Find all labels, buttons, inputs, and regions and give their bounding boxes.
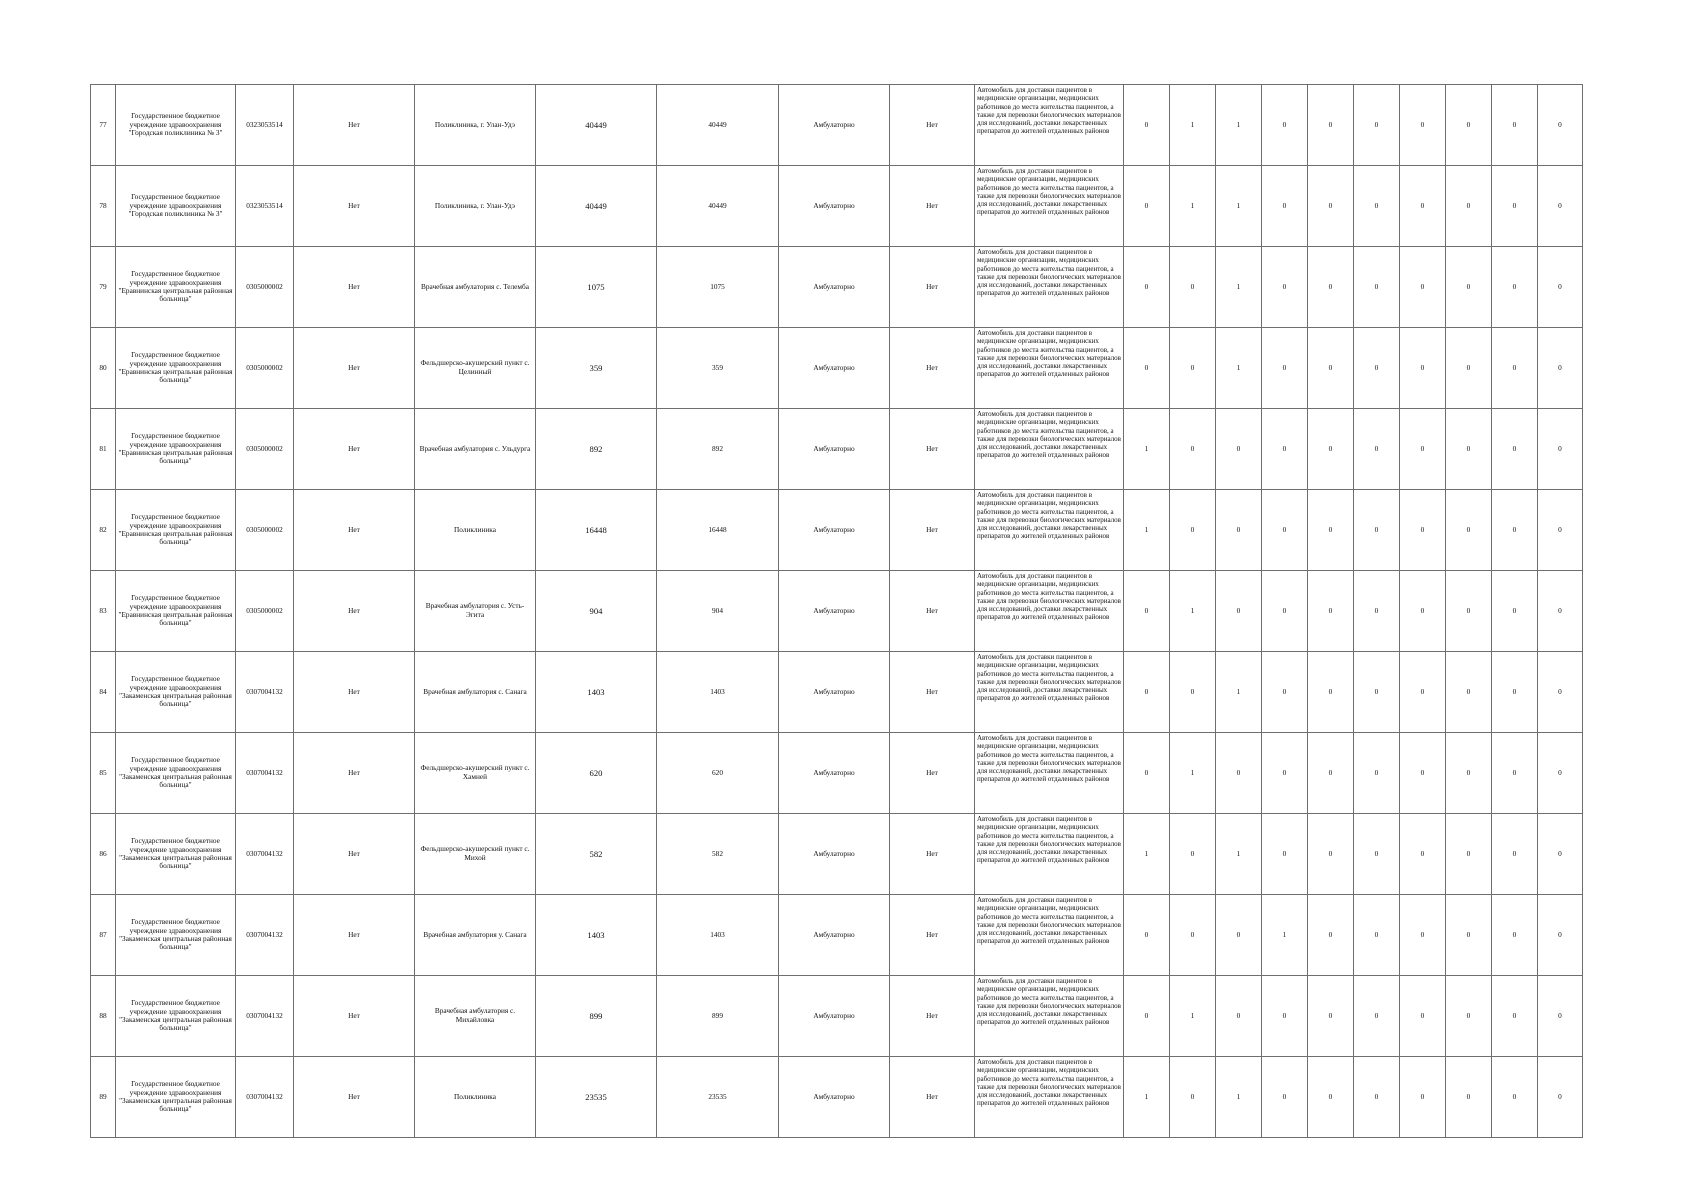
table-row [91, 733, 1583, 814]
count-cell: 0 [1538, 733, 1583, 814]
row-number-cell: 80 [91, 328, 116, 409]
row-number-cell: 89 [91, 1057, 116, 1138]
count-cell: 0 [1308, 976, 1354, 1057]
row-number-cell: 84 [91, 652, 116, 733]
unit-name-cell: Фельдшерско-акушерский пункт с. Целинный [415, 328, 536, 409]
count-cell: 0 [1492, 814, 1538, 895]
count-cell: 0 [1216, 571, 1262, 652]
count-cell: 0 [1400, 976, 1446, 1057]
count-cell: 0 [1492, 733, 1538, 814]
organization-name-cell: Государственное бюджетное учреждение здравоохранения "Еравнинская центральная районная больница" [116, 571, 236, 652]
organization-name-cell: Государственное бюджетное учреждение здравоохранения "Городская поликлиника № 3" [116, 166, 236, 247]
count-cell: 0 [1262, 733, 1308, 814]
organization-name-cell: Государственное бюджетное учреждение здравоохранения "Закаменская центральная районная больница" [116, 733, 236, 814]
count-cell: 0 [1262, 328, 1308, 409]
care-type-cell: Амбулаторно [779, 571, 890, 652]
population-cell: 582 [657, 814, 779, 895]
flag-cell: Нет [294, 652, 415, 733]
count-cell: 0 [1538, 895, 1583, 976]
inn-cell: 0305000002 [236, 571, 294, 652]
count-cell: 0 [1354, 1057, 1400, 1138]
unit-name-cell: Врачебная амбулатория с. Телемба [415, 247, 536, 328]
count-cell: 0 [1308, 814, 1354, 895]
count-cell: 1 [1262, 895, 1308, 976]
count-cell: 1 [1170, 571, 1216, 652]
count-cell: 0 [1538, 1057, 1583, 1138]
row-number-cell: 82 [91, 490, 116, 571]
table-row [91, 409, 1583, 490]
row-number-cell: 85 [91, 733, 116, 814]
inn-cell: 0307004132 [236, 652, 294, 733]
count-cell: 1 [1216, 814, 1262, 895]
row-number-cell: 78 [91, 166, 116, 247]
count-cell: 0 [1354, 409, 1400, 490]
table-row [91, 571, 1583, 652]
count-cell: 0 [1492, 652, 1538, 733]
flag-cell: Нет [294, 571, 415, 652]
count-cell: 0 [1492, 571, 1538, 652]
count-cell: 0 [1262, 166, 1308, 247]
table-row [91, 85, 1583, 166]
row-number-cell: 83 [91, 571, 116, 652]
count-cell: 0 [1124, 733, 1170, 814]
care-type-cell: Амбулаторно [779, 895, 890, 976]
count-cell: 0 [1308, 166, 1354, 247]
population-cell: 892 [536, 409, 657, 490]
count-cell: 1 [1216, 247, 1262, 328]
count-cell: 0 [1170, 895, 1216, 976]
count-cell: 0 [1354, 166, 1400, 247]
flag-cell: Нет [890, 652, 975, 733]
organization-name-cell: Государственное бюджетное учреждение здравоохранения "Городская поликлиника № 3" [116, 85, 236, 166]
count-cell: 0 [1446, 1057, 1492, 1138]
row-number-cell: 88 [91, 976, 116, 1057]
count-cell: 0 [1262, 490, 1308, 571]
flag-cell: Нет [890, 976, 975, 1057]
count-cell: 0 [1308, 490, 1354, 571]
count-cell: 0 [1216, 895, 1262, 976]
table-row [91, 976, 1583, 1057]
population-cell: 899 [536, 976, 657, 1057]
vehicle-purpose-cell: Автомобиль для доставки пациентов в медицинские организации, медицинских работников до места жительства пациентов, а также для перевозки биологических материалов для исследований, доставки лекарственных препаратов до жителей отдаленных районов [975, 85, 1124, 166]
count-cell: 0 [1308, 895, 1354, 976]
count-cell: 1 [1216, 652, 1262, 733]
count-cell: 0 [1446, 409, 1492, 490]
population-cell: 1403 [536, 895, 657, 976]
vehicle-purpose-cell: Автомобиль для доставки пациентов в медицинские организации, медицинских работников до места жительства пациентов, а также для перевозки биологических материалов для исследований, доставки лекарственных препаратов до жителей отдаленных районов [975, 328, 1124, 409]
vehicle-purpose-cell: Автомобиль для доставки пациентов в медицинские организации, медицинских работников до места жительства пациентов, а также для перевозки биологических материалов для исследований, доставки лекарственных препаратов до жителей отдаленных районов [975, 247, 1124, 328]
population-cell: 904 [536, 571, 657, 652]
inn-cell: 0307004132 [236, 814, 294, 895]
count-cell: 0 [1446, 490, 1492, 571]
count-cell: 1 [1170, 166, 1216, 247]
count-cell: 0 [1124, 328, 1170, 409]
flag-cell: Нет [890, 247, 975, 328]
count-cell: 0 [1492, 247, 1538, 328]
inn-cell: 0323053514 [236, 166, 294, 247]
count-cell: 0 [1446, 247, 1492, 328]
care-type-cell: Амбулаторно [779, 976, 890, 1057]
count-cell: 0 [1170, 652, 1216, 733]
flag-cell: Нет [890, 895, 975, 976]
flag-cell: Нет [890, 1057, 975, 1138]
count-cell: 0 [1308, 733, 1354, 814]
inn-cell: 0307004132 [236, 1057, 294, 1138]
row-number-cell: 77 [91, 85, 116, 166]
flag-cell: Нет [294, 976, 415, 1057]
unit-name-cell: Фельдшерско-акушерский пункт с. Хамней [415, 733, 536, 814]
unit-name-cell: Врачебная амбулатория с. Михайловка [415, 976, 536, 1057]
count-cell: 1 [1124, 1057, 1170, 1138]
count-cell: 0 [1262, 652, 1308, 733]
count-cell: 0 [1170, 328, 1216, 409]
count-cell: 0 [1538, 490, 1583, 571]
count-cell: 0 [1262, 409, 1308, 490]
count-cell: 0 [1308, 328, 1354, 409]
count-cell: 0 [1124, 895, 1170, 976]
count-cell: 0 [1124, 166, 1170, 247]
count-cell: 0 [1400, 409, 1446, 490]
count-cell: 0 [1308, 571, 1354, 652]
count-cell: 0 [1538, 814, 1583, 895]
count-cell: 0 [1538, 328, 1583, 409]
row-number-cell: 87 [91, 895, 116, 976]
count-cell: 0 [1446, 976, 1492, 1057]
count-cell: 0 [1492, 409, 1538, 490]
count-cell: 1 [1216, 328, 1262, 409]
count-cell: 0 [1170, 1057, 1216, 1138]
vehicle-purpose-cell: Автомобиль для доставки пациентов в медицинские организации, медицинских работников до места жительства пациентов, а также для перевозки биологических материалов для исследований, доставки лекарственных препаратов до жителей отдаленных районов [975, 733, 1124, 814]
count-cell: 1 [1124, 409, 1170, 490]
vehicle-purpose-cell: Автомобиль для доставки пациентов в медицинские организации, медицинских работников до места жительства пациентов, а также для перевозки биологических материалов для исследований, доставки лекарственных препаратов до жителей отдаленных районов [975, 571, 1124, 652]
organization-name-cell: Государственное бюджетное учреждение здравоохранения "Закаменская центральная районная больница" [116, 652, 236, 733]
table-row [91, 490, 1583, 571]
flag-cell: Нет [890, 328, 975, 409]
count-cell: 0 [1446, 85, 1492, 166]
population-cell: 1075 [657, 247, 779, 328]
inn-cell: 0307004132 [236, 733, 294, 814]
count-cell: 0 [1308, 247, 1354, 328]
inn-cell: 0305000002 [236, 409, 294, 490]
population-cell: 359 [536, 328, 657, 409]
flag-cell: Нет [890, 733, 975, 814]
inn-cell: 0305000002 [236, 247, 294, 328]
count-cell: 0 [1538, 409, 1583, 490]
count-cell: 1 [1170, 733, 1216, 814]
population-cell: 1403 [657, 652, 779, 733]
population-cell: 1075 [536, 247, 657, 328]
count-cell: 0 [1400, 85, 1446, 166]
count-cell: 0 [1262, 571, 1308, 652]
population-cell: 620 [657, 733, 779, 814]
count-cell: 1 [1216, 1057, 1262, 1138]
population-cell: 1403 [536, 652, 657, 733]
row-number-cell: 79 [91, 247, 116, 328]
vehicle-purpose-cell: Автомобиль для доставки пациентов в медицинские организации, медицинских работников до места жительства пациентов, а также для перевозки биологических материалов для исследований, доставки лекарственных препаратов до жителей отдаленных районов [975, 976, 1124, 1057]
vehicle-purpose-cell: Автомобиль для доставки пациентов в медицинские организации, медицинских работников до места жительства пациентов, а также для перевозки биологических материалов для исследований, доставки лекарственных препаратов до жителей отдаленных районов [975, 1057, 1124, 1138]
count-cell: 0 [1354, 571, 1400, 652]
flag-cell: Нет [294, 166, 415, 247]
flag-cell: Нет [890, 814, 975, 895]
count-cell: 0 [1124, 571, 1170, 652]
vehicle-purpose-cell: Автомобиль для доставки пациентов в медицинские организации, медицинских работников до места жительства пациентов, а также для перевозки биологических материалов для исследований, доставки лекарственных препаратов до жителей отдаленных районов [975, 490, 1124, 571]
count-cell: 0 [1124, 652, 1170, 733]
count-cell: 0 [1354, 652, 1400, 733]
population-cell: 40449 [657, 85, 779, 166]
organization-name-cell: Государственное бюджетное учреждение здравоохранения "Еравнинская центральная районная больница" [116, 409, 236, 490]
population-cell: 892 [657, 409, 779, 490]
count-cell: 0 [1216, 409, 1262, 490]
unit-name-cell: Поликлиника, г. Улан-Удэ [415, 85, 536, 166]
population-cell: 359 [657, 328, 779, 409]
population-cell: 582 [536, 814, 657, 895]
count-cell: 0 [1400, 733, 1446, 814]
flag-cell: Нет [294, 1057, 415, 1138]
count-cell: 0 [1170, 247, 1216, 328]
count-cell: 0 [1262, 814, 1308, 895]
count-cell: 0 [1492, 328, 1538, 409]
count-cell: 0 [1400, 571, 1446, 652]
population-cell: 620 [536, 733, 657, 814]
population-cell: 16448 [536, 490, 657, 571]
count-cell: 0 [1170, 490, 1216, 571]
count-cell: 0 [1538, 652, 1583, 733]
count-cell: 0 [1538, 247, 1583, 328]
vehicle-purpose-cell: Автомобиль для доставки пациентов в медицинские организации, медицинских работников до места жительства пациентов, а также для перевозки биологических материалов для исследований, доставки лекарственных препаратов до жителей отдаленных районов [975, 895, 1124, 976]
table-row [91, 328, 1583, 409]
flag-cell: Нет [890, 409, 975, 490]
care-type-cell: Амбулаторно [779, 328, 890, 409]
unit-name-cell: Врачебная амбулатория с. Санага [415, 652, 536, 733]
flag-cell: Нет [294, 733, 415, 814]
vehicle-purpose-cell: Автомобиль для доставки пациентов в медицинские организации, медицинских работников до места жительства пациентов, а также для перевозки биологических материалов для исследований, доставки лекарственных препаратов до жителей отдаленных районов [975, 409, 1124, 490]
count-cell: 0 [1492, 895, 1538, 976]
population-cell: 23535 [657, 1057, 779, 1138]
care-type-cell: Амбулаторно [779, 652, 890, 733]
table-row [91, 652, 1583, 733]
count-cell: 1 [1124, 814, 1170, 895]
inn-cell: 0307004132 [236, 976, 294, 1057]
count-cell: 0 [1170, 409, 1216, 490]
organization-name-cell: Государственное бюджетное учреждение здравоохранения "Закаменская центральная районная больница" [116, 976, 236, 1057]
count-cell: 0 [1492, 85, 1538, 166]
count-cell: 0 [1308, 409, 1354, 490]
count-cell: 0 [1400, 1057, 1446, 1138]
table-row [91, 1057, 1583, 1138]
population-cell: 899 [657, 976, 779, 1057]
flag-cell: Нет [294, 409, 415, 490]
count-cell: 0 [1446, 571, 1492, 652]
count-cell: 0 [1354, 814, 1400, 895]
count-cell: 1 [1124, 490, 1170, 571]
population-cell: 40449 [536, 166, 657, 247]
organization-name-cell: Государственное бюджетное учреждение здравоохранения "Еравнинская центральная районная больница" [116, 490, 236, 571]
unit-name-cell: Врачебная амбулатория у. Санага [415, 895, 536, 976]
population-cell: 904 [657, 571, 779, 652]
flag-cell: Нет [294, 247, 415, 328]
count-cell: 0 [1124, 247, 1170, 328]
count-cell: 0 [1400, 166, 1446, 247]
unit-name-cell: Поликлиника, г. Улан-Удэ [415, 166, 536, 247]
count-cell: 0 [1446, 895, 1492, 976]
care-type-cell: Амбулаторно [779, 409, 890, 490]
count-cell: 0 [1354, 976, 1400, 1057]
count-cell: 0 [1354, 85, 1400, 166]
population-cell: 23535 [536, 1057, 657, 1138]
count-cell: 0 [1538, 976, 1583, 1057]
count-cell: 0 [1446, 733, 1492, 814]
count-cell: 0 [1308, 85, 1354, 166]
inn-cell: 0305000002 [236, 328, 294, 409]
count-cell: 0 [1492, 166, 1538, 247]
table-row [91, 247, 1583, 328]
organization-name-cell: Государственное бюджетное учреждение здравоохранения "Закаменская центральная районная больница" [116, 895, 236, 976]
count-cell: 0 [1446, 328, 1492, 409]
inn-cell: 0305000002 [236, 490, 294, 571]
table-row [91, 895, 1583, 976]
flag-cell: Нет [294, 895, 415, 976]
unit-name-cell: Врачебная амбулатория с. Усть-Эгита [415, 571, 536, 652]
count-cell: 0 [1538, 85, 1583, 166]
count-cell: 0 [1216, 490, 1262, 571]
flag-cell: Нет [294, 85, 415, 166]
count-cell: 0 [1492, 976, 1538, 1057]
care-type-cell: Амбулаторно [779, 1057, 890, 1138]
care-type-cell: Амбулаторно [779, 166, 890, 247]
vehicle-purpose-cell: Автомобиль для доставки пациентов в медицинские организации, медицинских работников до места жительства пациентов, а также для перевозки биологических материалов для исследований, доставки лекарственных препаратов до жителей отдаленных районов [975, 652, 1124, 733]
row-number-cell: 86 [91, 814, 116, 895]
flag-cell: Нет [890, 166, 975, 247]
count-cell: 0 [1354, 328, 1400, 409]
care-type-cell: Амбулаторно [779, 490, 890, 571]
count-cell: 0 [1400, 490, 1446, 571]
count-cell: 0 [1354, 490, 1400, 571]
inn-cell: 0323053514 [236, 85, 294, 166]
flag-cell: Нет [890, 85, 975, 166]
vehicle-purpose-cell: Автомобиль для доставки пациентов в медицинские организации, медицинских работников до места жительства пациентов, а также для перевозки биологических материалов для исследований, доставки лекарственных препаратов до жителей отдаленных районов [975, 814, 1124, 895]
flag-cell: Нет [890, 490, 975, 571]
count-cell: 0 [1400, 247, 1446, 328]
care-type-cell: Амбулаторно [779, 247, 890, 328]
count-cell: 0 [1400, 328, 1446, 409]
population-cell: 40449 [657, 166, 779, 247]
flag-cell: Нет [890, 571, 975, 652]
count-cell: 0 [1262, 247, 1308, 328]
count-cell: 0 [1308, 652, 1354, 733]
count-cell: 0 [1446, 652, 1492, 733]
unit-name-cell: Поликлиника [415, 1057, 536, 1138]
unit-name-cell: Фельдшерско-акушерский пункт с. Михой [415, 814, 536, 895]
row-number-cell: 81 [91, 409, 116, 490]
count-cell: 0 [1492, 1057, 1538, 1138]
count-cell: 0 [1538, 571, 1583, 652]
count-cell: 1 [1216, 85, 1262, 166]
count-cell: 0 [1262, 85, 1308, 166]
inn-cell: 0307004132 [236, 895, 294, 976]
count-cell: 0 [1216, 733, 1262, 814]
organization-name-cell: Государственное бюджетное учреждение здравоохранения "Закаменская центральная районная больница" [116, 1057, 236, 1138]
care-type-cell: Амбулаторно [779, 814, 890, 895]
count-cell: 0 [1538, 166, 1583, 247]
count-cell: 0 [1354, 733, 1400, 814]
care-type-cell: Амбулаторно [779, 85, 890, 166]
count-cell: 0 [1354, 247, 1400, 328]
count-cell: 0 [1446, 166, 1492, 247]
vehicle-purpose-cell: Автомобиль для доставки пациентов в медицинские организации, медицинских работников до места жительства пациентов, а также для перевозки биологических материалов для исследований, доставки лекарственных препаратов до жителей отдаленных районов [975, 166, 1124, 247]
count-cell: 0 [1262, 976, 1308, 1057]
count-cell: 0 [1170, 814, 1216, 895]
unit-name-cell: Поликлиника [415, 490, 536, 571]
flag-cell: Нет [294, 328, 415, 409]
data-table [90, 84, 1583, 1138]
count-cell: 0 [1262, 1057, 1308, 1138]
count-cell: 0 [1446, 814, 1492, 895]
count-cell: 0 [1400, 895, 1446, 976]
table-body [91, 85, 1583, 1138]
count-cell: 0 [1124, 85, 1170, 166]
count-cell: 0 [1354, 895, 1400, 976]
flag-cell: Нет [294, 814, 415, 895]
population-cell: 16448 [657, 490, 779, 571]
care-type-cell: Амбулаторно [779, 733, 890, 814]
count-cell: 0 [1124, 976, 1170, 1057]
organization-name-cell: Государственное бюджетное учреждение здравоохранения "Еравнинская центральная районная больница" [116, 328, 236, 409]
count-cell: 0 [1216, 976, 1262, 1057]
organization-name-cell: Государственное бюджетное учреждение здравоохранения "Закаменская центральная районная больница" [116, 814, 236, 895]
organization-name-cell: Государственное бюджетное учреждение здравоохранения "Еравнинская центральная районная больница" [116, 247, 236, 328]
count-cell: 1 [1170, 976, 1216, 1057]
population-cell: 1403 [657, 895, 779, 976]
count-cell: 1 [1216, 166, 1262, 247]
table-row [91, 166, 1583, 247]
flag-cell: Нет [294, 490, 415, 571]
count-cell: 0 [1308, 1057, 1354, 1138]
table-row [91, 814, 1583, 895]
count-cell: 0 [1492, 490, 1538, 571]
count-cell: 1 [1170, 85, 1216, 166]
count-cell: 0 [1400, 814, 1446, 895]
count-cell: 0 [1400, 652, 1446, 733]
unit-name-cell: Врачебная амбулатория с. Ульдурга [415, 409, 536, 490]
population-cell: 40449 [536, 85, 657, 166]
